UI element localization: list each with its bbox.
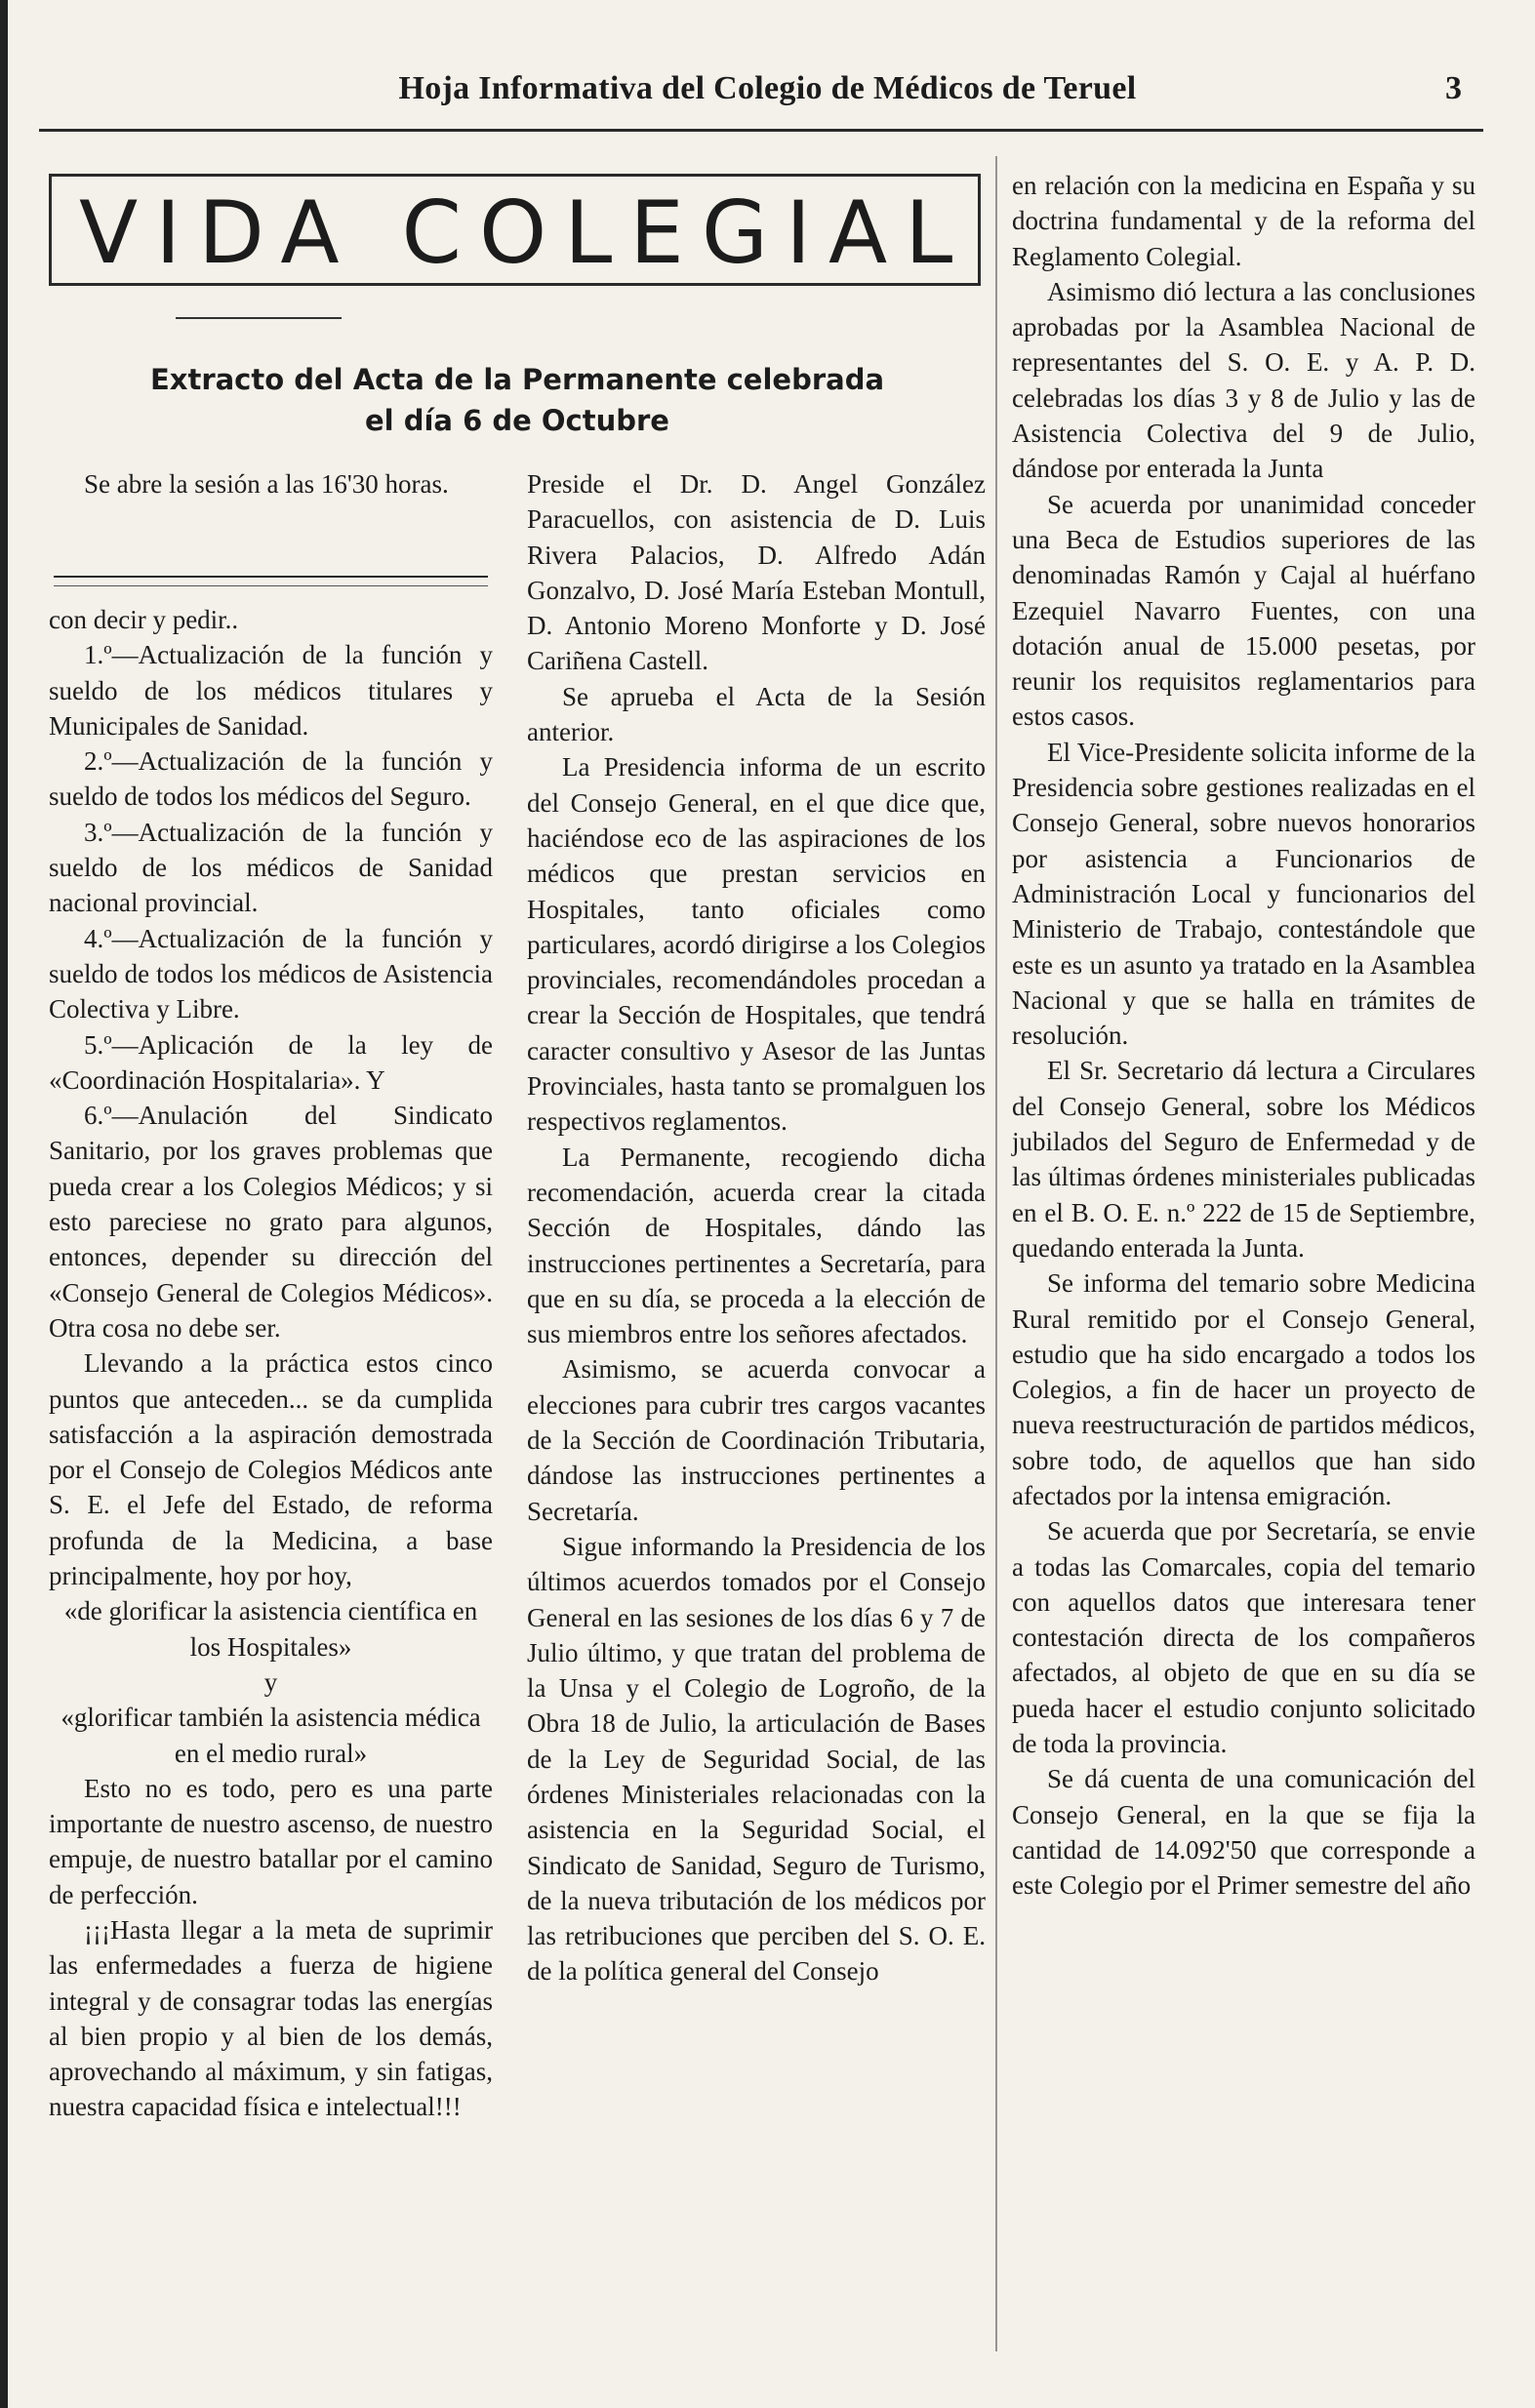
paragraph: Se informa del temario sobre Medicina Rural remitido por el Consejo General, estudio que ha sido encargado a todos los Colegios, a fin de hacer un proyecto de nueva reestructuración de partidos médicos, sobre todo, de aquellos que han sido afectados por la intensa emigración. — [1012, 1268, 1475, 1510]
list-item: 4.º—Actualización de la función y sueldo de todos los médicos de Asistencia Colectiva y Libre. — [49, 923, 493, 1024]
quote: «glorificar también la asistencia médica en el medio rural» — [61, 1703, 481, 1768]
column-2 — [527, 466, 986, 1989]
list-item: 6.º—Anulación del Sindicato Sanitario, por los graves problemas que pueda crear a los Colegios Médicos; y si esto pareciese no grato para algunos, entonces, depender su dirección del «Consejo General de Colegios Médicos». Otra cosa no debe ser. — [49, 1101, 493, 1343]
session-opening: Se abre la sesión a las 16'30 horas. — [84, 469, 449, 499]
paragraph: Asimismo dió lectura a las conclusiones aprobadas por la Asamblea Nacional de representantes del S. O. E. y A. P. D. celebradas los días 3 y 8 de Julio y las de Asistencia Colectiva del 9 de Julio, dándose por enterada la Junta — [1012, 276, 1475, 484]
scan-binding-edge — [0, 0, 8, 2408]
paragraph: La Presidencia informa de un escrito del Consejo General, en el que dice que, haciéndose eco de las aspiraciones de los médicos que prestan servicios en Hospitales, tanto oficiales como particulares, acordó dirigirse a los Colegios provinciales, recomendándoles procedan a crear la Sección de Hospitales, que tendrá caracter consultivo y Asesor de las Juntas Provinciales, hasta tanto se promalguen los respectivos reglamentos. — [527, 752, 986, 1137]
list-item: 2.º—Actualización de la función y sueldo de todos los médicos del Seguro. — [49, 746, 493, 812]
section-title: VIDA COLEGIAL — [79, 182, 971, 283]
page-number: 3 — [1445, 70, 1462, 106]
paragraph: Preside el Dr. D. Angel González Paracuellos, con asistencia de D. Luis Rivera Palacios, D. Alfredo Adán Gonzalvo, D. José María Esteban Montull, D. Antonio Moreno Monforte y D. José Cariñena Castell. — [527, 469, 986, 676]
quote: «de glorificar la asistencia científica en los Hospitales» — [63, 1596, 478, 1662]
article-subtitle — [59, 359, 976, 441]
column-divider-thin — [54, 585, 488, 586]
column-1-intro — [49, 466, 493, 502]
section-masthead — [49, 174, 981, 286]
paragraph: Se acuerda que por Secretaría, se envie a todas las Comarcales, copia del temario con aquellos datos que interesara tener contestación directa de los compañeros afectados, al objeto de que en su día se pueda hacer el estudio conjunto solicitado de toda la provincia. — [1012, 1516, 1475, 1759]
list-item: 1.º—Actualización de la función y sueldo de los médicos titulares y Municipales de Sanidad. — [49, 640, 493, 741]
column-rule — [995, 156, 997, 2351]
column-divider — [54, 576, 488, 578]
subtitle-line-1: Extracto del Acta de la Permanente celebrada — [149, 363, 885, 396]
subtitle-line-2: el día 6 de Octubre — [365, 404, 669, 437]
page-header — [0, 70, 1535, 119]
list-item: 5.º—Aplicación de la ley de «Coordinación Hospitalaria». Y — [49, 1029, 493, 1095]
paragraph: El Vice-Presidente solicita informe de la Presidencia sobre gestiones realizadas en el Consejo General, sobre nuevos honorarios por asistencia a Funcionarios de Administración Local y funcionarios del Ministerio de Trabajo, contestándole que este es un asunto ya tratado en la Asamblea Nacional y que se halla en trámites de resolución. — [1012, 737, 1475, 1051]
paragraph: Sigue informando la Presidencia de los últimos acuerdos tomados por el Consejo General en las sesiones de los días 6 y 7 de Julio último, y que tratan del problema de la Unsa y el Colegio de Logroño, de la Obra 18 de Julio, la articulación de Bases de la Ley de Seguridad Social, de las órdenes Ministeriales relacionadas con la asistencia en la Seguridad Social, el Sindicato de Sanidad, Seguro de Turismo, de la nueva tributación de los médicos por las retribuciones que perciben del S. O. E. de la política general del Consejo — [527, 1531, 986, 1987]
paragraph: El Sr. Secretario dá lectura a Circulares del Consejo General, sobre los Médicos jubilados del Seguro de Enfermedad y de las últimas órdenes ministeriales publicadas en el B. O. E. n.º 222 de 15 de Septiembre, quedando enterada la Junta. — [1012, 1056, 1475, 1263]
paragraph: Esto no es todo, pero es una parte importante de nuestro ascenso, de nuestro empuje, de nuestro batallar por el camino de perfección. — [49, 1773, 493, 1909]
conjunction: y — [263, 1666, 278, 1697]
paragraph: La Permanente, recogiendo dicha recomendación, acuerda crear la citada Sección de Hospitales, dándo las instrucciones pertinentes a Secretaría, para que en su día, se proceda a la elección de sus miembros entre los señores afectados. — [527, 1142, 986, 1349]
paragraph: Asimismo, se acuerda convocar a elecciones para cubrir tres cargos vacantes de la Sección de Coordinación Tributaria, dándose las instrucciones pertinentes a Secretaría. — [527, 1354, 986, 1526]
column-1 — [49, 602, 493, 2125]
header-divider — [39, 129, 1483, 132]
column-3 — [1012, 168, 1475, 1904]
list-item: 3.º—Actualización de la función y sueldo de los médicos de Sanidad nacional provincial. — [49, 817, 493, 918]
paragraph: ¡¡¡Hasta llegar a la meta de suprimir las enfermedades a fuerza de higiene integral y de consagrar todas las energías al bien propio y al bien de los demás, aprovechando al máximum, y sin fatigas, nuestra capacidad física e intelectual!!! — [49, 1914, 493, 2122]
publication-title: Hoja Informativa del Colegio de Médicos de Teruel — [398, 70, 1137, 106]
paragraph: Se aprueba el Acta de la Sesión anterior. — [527, 681, 986, 747]
paragraph: Llevando a la práctica estos cinco puntos que anteceden... se da cumplida satisfacción a la aspiración demostrada por el Consejo de Colegios Médicos ante S. E. el Jefe del Estado, de reforma profunda de la Medicina, a base principalmente, hoy por hoy, — [49, 1348, 493, 1591]
paragraph: Se acuerda por unanimidad conceder una Beca de Estudios superiores de las denominadas Ramón y Cajal al huérfano Ezequiel Navarro Fuentes, con una dotación anual de 15.000 pesetas, por reunir los requisitos reglamentarios para estos casos. — [1012, 489, 1475, 732]
paragraph: con decir y pedir.. — [49, 605, 239, 634]
masthead-underline — [176, 317, 342, 319]
paragraph: en relación con la medicina en España y su doctrina fundamental y de la reforma del Reglamento Colegial. — [1012, 171, 1475, 271]
paragraph: Se dá cuenta de una comunicación del Consejo General, en la que se fija la cantidad de 14.092'50 que corresponde a este Colegio por el Primer semestre del año — [1012, 1764, 1475, 1901]
